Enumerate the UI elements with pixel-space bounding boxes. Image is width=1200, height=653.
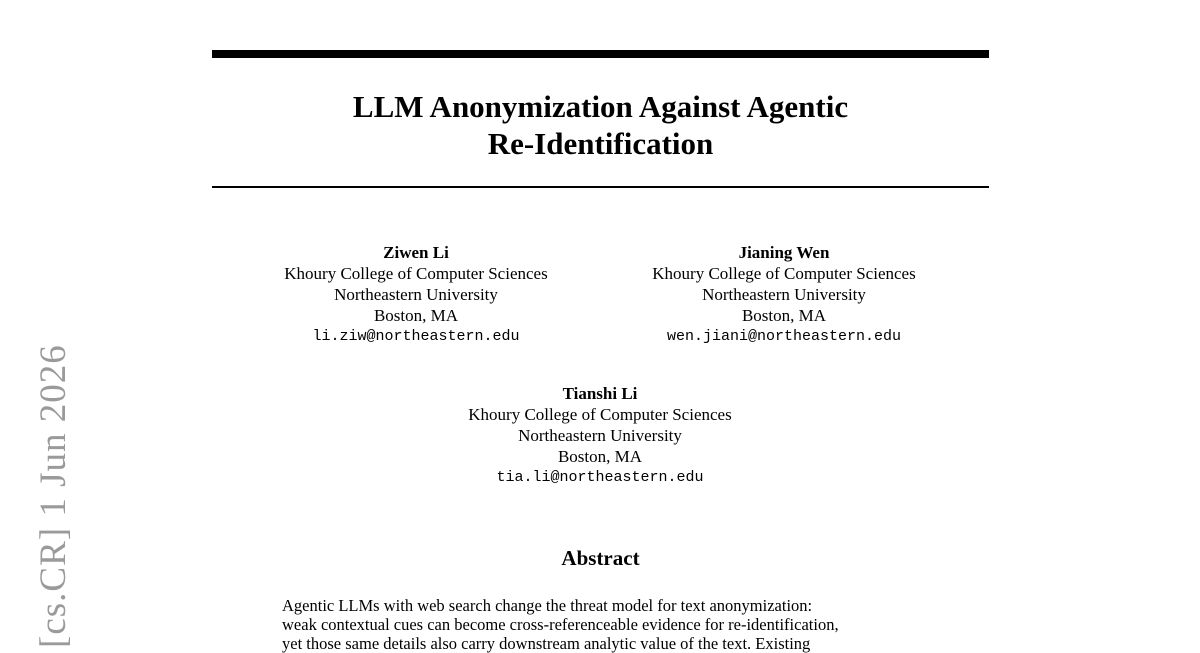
- author-location: Boston, MA: [557, 447, 643, 466]
- author-name: Tianshi Li: [562, 384, 638, 403]
- author-location: Boston, MA: [741, 306, 827, 325]
- author-affiliation: Khoury College of Computer Sciences: [652, 264, 916, 283]
- abstract-line: Agentic LLMs with web search change the threat model for text anonymization:: [282, 596, 813, 615]
- title-bottom-rule: [212, 186, 989, 188]
- author-affiliation: Khoury College of Computer Sciences: [284, 264, 548, 283]
- author-university: Northeastern University: [702, 285, 866, 304]
- author-block-3: [430, 383, 770, 488]
- title-line-2: Re-Identification: [487, 126, 714, 161]
- author-email[interactable]: wen.jiani@northeastern.edu: [666, 328, 902, 345]
- author-affiliation: Khoury College of Computer Sciences: [468, 405, 732, 424]
- author-block-1: [246, 242, 586, 347]
- author-location: Boston, MA: [373, 306, 459, 325]
- abstract-line: yet those same details also carry downstream analytic value of the text. Existing: [282, 634, 811, 653]
- author-university: Northeastern University: [334, 285, 498, 304]
- author-block-2: [614, 242, 954, 347]
- author-university: Northeastern University: [518, 426, 682, 445]
- author-name: Ziwen Li: [383, 243, 449, 262]
- arxiv-sidebar-stamp: [cs.CR] 1 Jun 2026: [33, 344, 74, 648]
- abstract-heading: Abstract: [561, 546, 640, 570]
- author-email[interactable]: tia.li@northeastern.edu: [496, 469, 704, 486]
- author-name: Jianing Wen: [738, 243, 830, 262]
- title-line-1: LLM Anonymization Against Agentic: [352, 89, 849, 124]
- abstract-line: weak contextual cues can become cross-referenceable evidence for re-identification,: [282, 615, 839, 634]
- paper-title: [212, 88, 989, 162]
- author-email[interactable]: li.ziw@northeastern.edu: [312, 328, 520, 345]
- abstract-body: [282, 596, 922, 653]
- top-rule: [212, 50, 989, 58]
